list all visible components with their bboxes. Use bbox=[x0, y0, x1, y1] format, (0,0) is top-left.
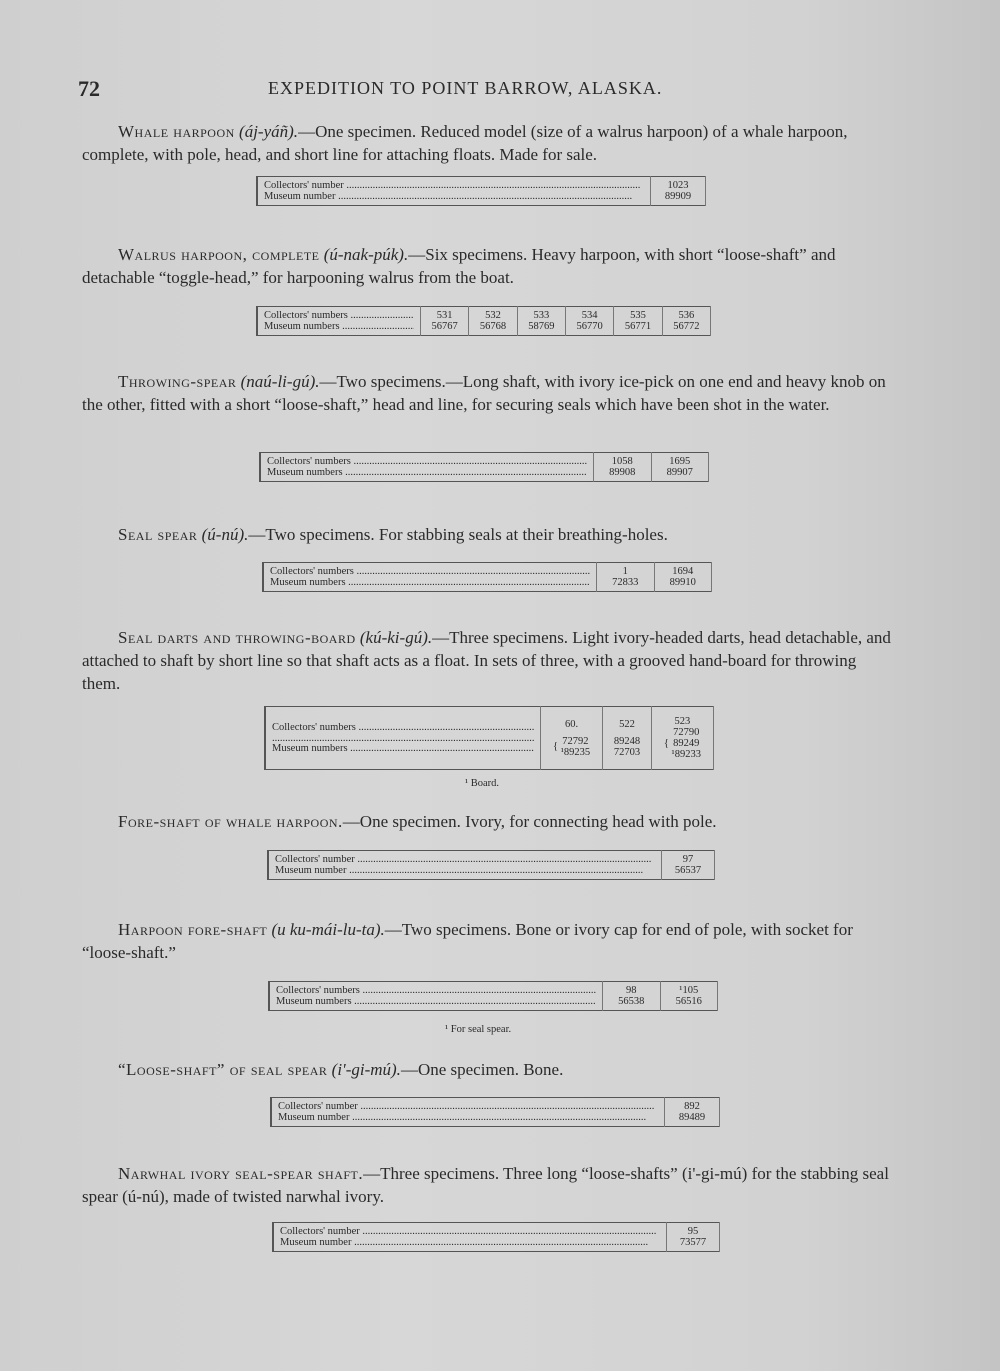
collectors-label: Collectors' number ..... bbox=[264, 180, 644, 191]
museum-number: 72833 bbox=[612, 577, 639, 588]
collectors-number: 1 bbox=[622, 566, 628, 577]
collectors-number: 95 bbox=[687, 1226, 699, 1237]
museum-number: 56772 bbox=[673, 321, 700, 332]
museum-number: 56771 bbox=[624, 321, 652, 332]
collectors-number: ¹105 bbox=[679, 985, 699, 996]
museum-number: 89489 bbox=[678, 1112, 706, 1123]
entry-whale-harpoon bbox=[82, 120, 892, 166]
entry-loose-shaft bbox=[82, 1058, 892, 1081]
entry-description: —Two specimens. Bone or ivory cap for end of pole, with socket for “loose-shaft.” bbox=[82, 920, 853, 962]
specimen-column bbox=[667, 1223, 720, 1252]
museum-number: 58769 bbox=[528, 321, 555, 332]
specimen-column bbox=[660, 982, 718, 1011]
specimen-column bbox=[614, 307, 662, 336]
museum-number: 89910 bbox=[669, 577, 696, 588]
specimen-table-seal-spear bbox=[262, 562, 712, 592]
museum-number: 56768 bbox=[479, 321, 507, 332]
museum-number: 72790 bbox=[673, 727, 700, 738]
entry-native-name: (i'-gi-mú). bbox=[331, 1060, 401, 1079]
specimen-column bbox=[651, 453, 709, 482]
collectors-number: 535 bbox=[630, 310, 646, 321]
entry-narwhal-shaft bbox=[82, 1162, 892, 1208]
entry-seal-darts bbox=[82, 626, 892, 695]
museum-number: 56767 bbox=[431, 321, 458, 332]
entry-description: —One specimen. Reduced model (size of a walrus harpoon) of a whale harpoon, complete, with pole, head, and short line for attaching floats. Made for sale. bbox=[82, 122, 848, 164]
entry-name: Throwing-spear bbox=[118, 372, 237, 391]
museum-label: Museum number ..... bbox=[278, 1112, 658, 1123]
running-title: EXPEDITION TO POINT BARROW, ALASKA. bbox=[268, 78, 663, 98]
specimen-column bbox=[565, 307, 613, 336]
museum-number: ¹89233 bbox=[671, 749, 701, 760]
specimen-column bbox=[469, 307, 517, 336]
entry-native-name: (kú-ki-gú). bbox=[359, 628, 433, 647]
museum-label: Museum numbers ..... bbox=[276, 996, 596, 1007]
entry-description: —Three specimens. Three long “loose-shafts” (i'-gi-mú) for the stabbing seal spear (ú-nú), made of twisted narwhal ivory. bbox=[82, 1164, 889, 1206]
entry-native-name: (áj-yáñ). bbox=[239, 122, 299, 141]
entry-description: —Six specimens. Heavy harpoon, with short “loose-shaft” and detachable “toggle-head,” for harpooning walrus from the boat. bbox=[82, 245, 836, 287]
entry-name: Walrus harpoon, complete bbox=[118, 245, 320, 264]
specimen-column bbox=[651, 177, 706, 206]
specimen-table-fore-shaft bbox=[267, 850, 715, 880]
museum-number: 89908 bbox=[609, 467, 636, 478]
specimen-table-throwing-spear bbox=[259, 452, 709, 482]
specimen-table-narwhal-shaft bbox=[272, 1222, 720, 1252]
specimen-column bbox=[651, 707, 713, 770]
collectors-label: Collectors' numbers ..... bbox=[264, 310, 414, 321]
museum-number: 89909 bbox=[664, 191, 692, 202]
entry-fore-shaft-whale-harpoon bbox=[82, 810, 892, 833]
museum-label: Museum numbers ..... bbox=[267, 467, 587, 478]
museum-number: 89248 bbox=[613, 735, 641, 747]
brace-glyph: { bbox=[663, 737, 669, 749]
entry-name: Narwhal ivory seal-spear shaft. bbox=[118, 1164, 364, 1183]
specimen-column bbox=[654, 563, 712, 592]
museum-number: 56538 bbox=[618, 996, 645, 1007]
specimen-column bbox=[597, 563, 655, 592]
museum-number: 89249 bbox=[673, 738, 700, 749]
collectors-label: Collectors' numbers ..... bbox=[270, 566, 590, 577]
entry-native-name: (u ku-mái-lu-ta). bbox=[271, 920, 385, 939]
museum-number: 72703 bbox=[613, 746, 641, 758]
entry-walrus-harpoon bbox=[82, 243, 892, 289]
collectors-number: 892 bbox=[684, 1101, 700, 1112]
specimen-column bbox=[603, 707, 652, 770]
collectors-label: Collectors' number ..... bbox=[280, 1226, 660, 1237]
museum-number: 56516 bbox=[675, 996, 702, 1007]
museum-number: 73577 bbox=[679, 1237, 707, 1248]
collectors-number: 523 bbox=[674, 716, 691, 727]
entry-native-name: (ú-nak-púk). bbox=[323, 245, 409, 264]
specimen-column bbox=[541, 707, 603, 770]
entry-description: —Three specimens. Light ivory-headed darts, head detachable, and attached to shaft by short line so that shaft acts as a float. In sets of three, with a grooved hand-board for throwing them. bbox=[82, 628, 891, 693]
entry-description: —One specimen. Bone. bbox=[400, 1060, 564, 1079]
entry-name: Whale harpoon bbox=[118, 122, 235, 141]
museum-label: Museum numbers ..... bbox=[264, 321, 414, 332]
entry-name: Seal spear bbox=[118, 525, 198, 544]
museum-label: Museum number ..... bbox=[280, 1237, 660, 1248]
museum-label: Museum number ..... bbox=[264, 191, 644, 202]
collectors-number: 1694 bbox=[672, 566, 694, 577]
museum-label: Museum numbers ..... bbox=[270, 577, 590, 588]
entry-description: —Two specimens.—Long shaft, with ivory ice-pick on one end and heavy knob on the other, fitted with a short “loose-shaft,” head and line, for securing seals which have been shot in the water. bbox=[82, 372, 886, 414]
collectors-number: 522 bbox=[619, 718, 635, 730]
collectors-number: 1058 bbox=[611, 456, 633, 467]
collectors-number: 1023 bbox=[667, 180, 689, 191]
specimen-column bbox=[603, 982, 661, 1011]
specimen-table-harpoon-fore-shaft bbox=[268, 981, 718, 1011]
specimen-column bbox=[662, 307, 710, 336]
collectors-number: 536 bbox=[678, 310, 695, 321]
collectors-number: 1695 bbox=[669, 456, 691, 467]
entry-seal-spear bbox=[82, 523, 892, 546]
specimen-table-whale-harpoon bbox=[256, 176, 706, 206]
museum-label: Museum numbers ..... bbox=[272, 743, 534, 754]
entry-throwing-spear bbox=[82, 370, 892, 416]
entry-native-name: (ú-nú). bbox=[201, 525, 249, 544]
specimen-column bbox=[662, 851, 715, 880]
collectors-number: 97 bbox=[682, 854, 694, 865]
collectors-number: 60. bbox=[565, 718, 579, 730]
entry-name: Harpoon fore-shaft bbox=[118, 920, 268, 939]
entry-name: Seal darts and throwing-board bbox=[118, 628, 356, 647]
museum-number: 89907 bbox=[666, 467, 693, 478]
entry-name: “Loose-shaft” of seal spear bbox=[118, 1060, 328, 1079]
entry-native-name: (naú-li-gú). bbox=[240, 372, 320, 391]
specimen-table-loose-shaft bbox=[270, 1097, 720, 1127]
page-header bbox=[78, 76, 698, 106]
collectors-number: 531 bbox=[436, 310, 453, 321]
specimen-column bbox=[421, 307, 469, 336]
collectors-number: 532 bbox=[485, 310, 501, 321]
entry-name: Fore-shaft of whale harpoon. bbox=[118, 812, 343, 831]
specimen-column bbox=[665, 1098, 720, 1127]
entry-description: —Two specimens. For stabbing seals at their breathing-holes. bbox=[248, 525, 668, 544]
museum-number: 72792 bbox=[562, 735, 589, 747]
museum-number: 56770 bbox=[576, 321, 603, 332]
museum-label: Museum number ..... bbox=[275, 865, 655, 876]
specimen-column bbox=[594, 453, 652, 482]
specimen-table-seal-darts bbox=[264, 706, 714, 770]
entry-harpoon-fore-shaft bbox=[82, 918, 892, 964]
brace-glyph: { bbox=[553, 740, 559, 752]
specimen-column bbox=[517, 307, 565, 336]
collectors-number: 534 bbox=[581, 310, 598, 321]
entry-description: —One specimen. Ivory, for connecting head with pole. bbox=[342, 812, 717, 831]
collectors-label: Collectors' numbers ..... bbox=[276, 985, 596, 996]
museum-number: 56537 bbox=[674, 865, 702, 876]
museum-number: ¹89235 bbox=[560, 746, 591, 758]
collectors-label: Collectors' number ..... bbox=[278, 1101, 658, 1112]
collectors-label: Collectors' numbers ..... bbox=[272, 722, 534, 733]
collectors-number: 98 bbox=[626, 985, 637, 996]
collectors-number: 533 bbox=[533, 310, 550, 321]
collectors-label: Collectors' number ..... bbox=[275, 854, 655, 865]
page-number: 72 bbox=[78, 76, 100, 101]
collectors-label: Collectors' numbers ..... bbox=[267, 456, 587, 467]
footnote: ¹ Board. bbox=[465, 778, 500, 789]
footnote: ¹ For seal spear. bbox=[445, 1024, 512, 1035]
specimen-table-walrus-harpoon bbox=[256, 306, 711, 336]
